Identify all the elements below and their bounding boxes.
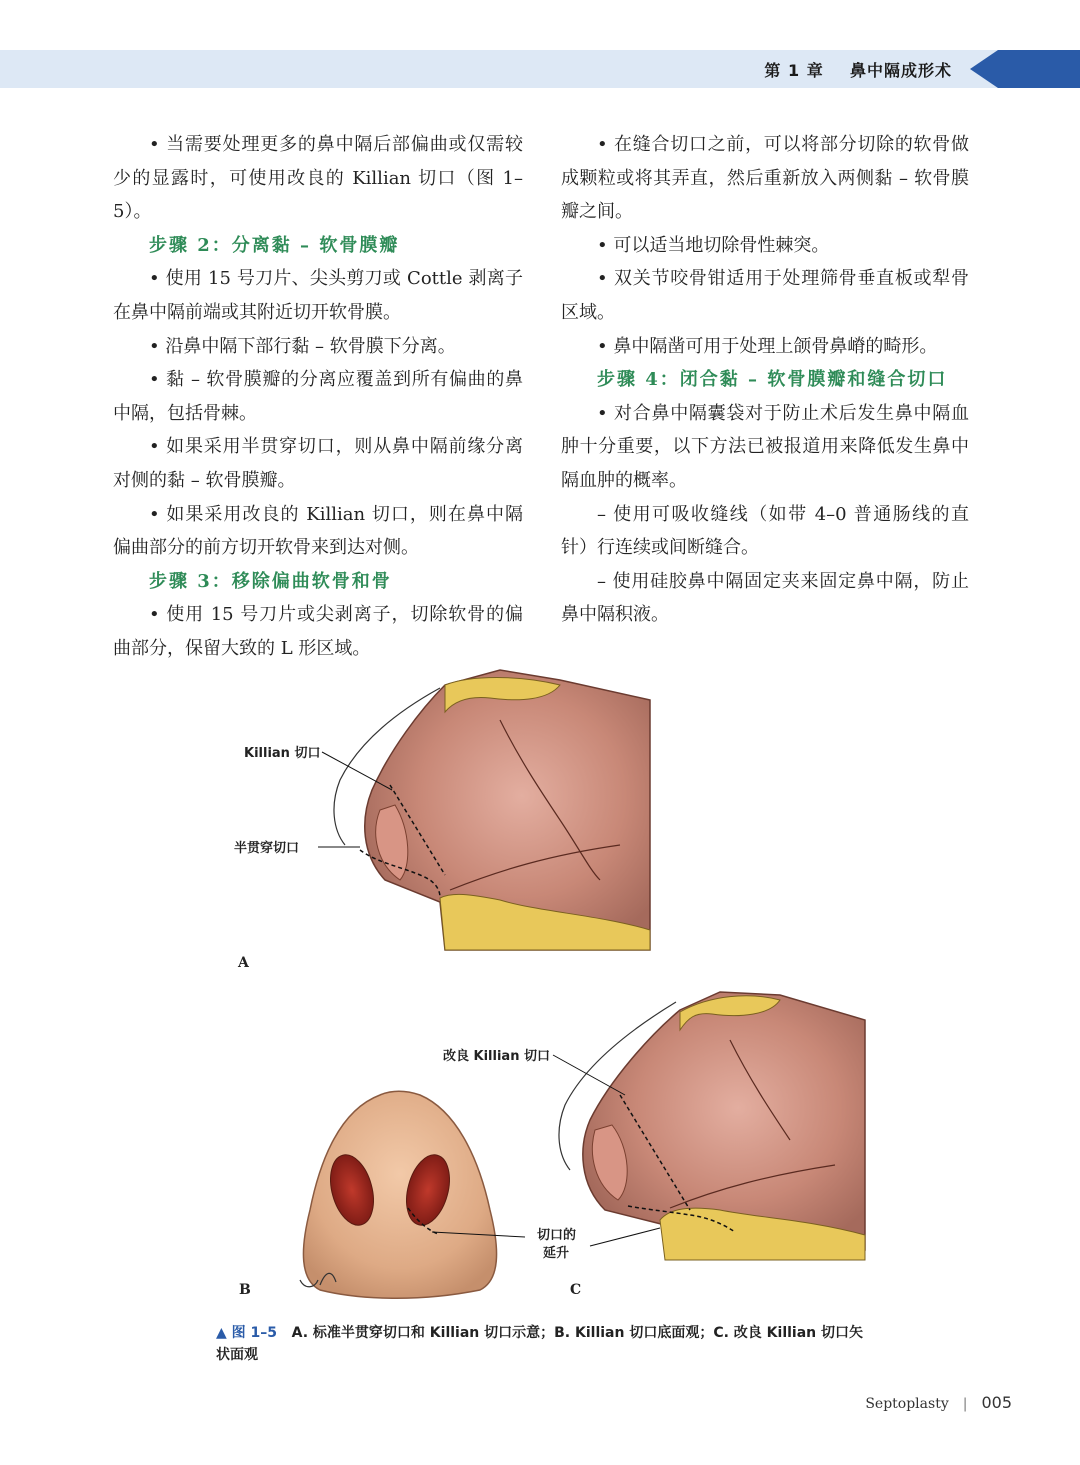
paragraph: • 对合鼻中隔囊袋对于防止术后发生鼻中隔血肿十分重要，以下方法已被报道用来降低发生鼻中隔血肿的概率。 bbox=[561, 402, 969, 491]
label-killian: Killian 切口 bbox=[244, 746, 321, 761]
figure-1-5 bbox=[0, 640, 1080, 1320]
footer-separator: | bbox=[962, 1396, 968, 1412]
paragraph: • 在缝合切口之前，可以将部分切除的软骨做成颗粒或将其弄直，然后重新放入两侧黏 – 软骨膜瓣之间。 bbox=[561, 134, 969, 223]
figure-caption bbox=[216, 1322, 876, 1366]
page-number: 005 bbox=[981, 1393, 1012, 1412]
label-modified-killian: 改良 Killian 切口 bbox=[443, 1049, 550, 1064]
panel-letter-c: C bbox=[570, 1282, 582, 1298]
panel-a-illustration bbox=[318, 670, 650, 950]
paragraph: • 鼻中隔凿可用于处理上颌骨鼻嵴的畸形。 bbox=[597, 335, 938, 357]
caption-figure-number: 图 1–5 bbox=[231, 1325, 278, 1341]
page-footer bbox=[865, 1393, 1012, 1412]
step-heading: 步骤 3：移除偏曲软骨和骨 bbox=[149, 570, 392, 592]
paragraph: • 沿鼻中隔下部行黏 – 软骨膜下分离。 bbox=[149, 335, 456, 357]
running-header bbox=[764, 58, 952, 81]
paragraph: • 如果采用改良的 Killian 切口，则在鼻中隔偏曲部分的前方切开软骨来到达对侧。 bbox=[113, 503, 523, 559]
label-semi-transfixion: 半贯穿切口 bbox=[234, 841, 300, 856]
step-heading: 步骤 2：分离黏 – 软骨膜瓣 bbox=[149, 234, 400, 256]
caption-marker: ▲ bbox=[216, 1325, 227, 1341]
label-extension-line2: 延升 bbox=[543, 1246, 570, 1261]
paragraph: • 使用 15 号刀片或尖剥离子，切除软骨的偏曲部分，保留大致的 L 形区域。 bbox=[113, 604, 523, 659]
paragraph: – 使用硅胶鼻中隔固定夹来固定鼻中隔，防止鼻中隔积液。 bbox=[561, 570, 969, 626]
paragraph: • 当需要处理更多的鼻中隔后部偏曲或仅需较少的显露时，可使用改良的 Killian 切口（图 1–5）。 bbox=[113, 134, 523, 223]
paragraph: • 双关节咬骨钳适用于处理筛骨垂直板或犁骨区域。 bbox=[561, 268, 969, 323]
panel-letter-a: A bbox=[238, 955, 249, 971]
footer-book-title: Septoplasty bbox=[865, 1396, 949, 1412]
panel-b-illustration bbox=[300, 1091, 525, 1298]
panel-c-illustration bbox=[553, 992, 865, 1260]
chapter-title: 鼻中隔成形术 bbox=[849, 61, 952, 80]
step-heading: 步骤 4：闭合黏 – 软骨膜瓣和缝合切口 bbox=[597, 369, 948, 391]
paragraph: • 可以适当地切除骨性棘突。 bbox=[597, 234, 830, 256]
caption-text: A. 标准半贯穿切口和 Killian 切口示意；B. Killian 切口底面观；C. 改良 Killian 切口矢状面观 bbox=[216, 1325, 864, 1363]
left-column bbox=[113, 128, 523, 666]
label-extension-line1: 切口的 bbox=[537, 1228, 577, 1243]
chapter-number: 第 1 章 bbox=[764, 61, 824, 80]
paragraph: – 使用可吸收缝线（如带 4–0 普通肠线的直针）行连续或间断缝合。 bbox=[561, 503, 969, 559]
paragraph: • 使用 15 号刀片、尖头剪刀或 Cottle 剥离子在鼻中隔前端或其附近切开软骨膜。 bbox=[113, 268, 523, 323]
right-column bbox=[561, 128, 969, 632]
header-tab-arrow bbox=[970, 50, 1080, 88]
paragraph: • 黏 – 软骨膜瓣的分离应覆盖到所有偏曲的鼻中隔，包括骨棘。 bbox=[113, 369, 523, 424]
paragraph: • 如果采用半贯穿切口，则从鼻中隔前缘分离对侧的黏 – 软骨膜瓣。 bbox=[113, 436, 523, 491]
panel-letter-b: B bbox=[239, 1282, 251, 1298]
